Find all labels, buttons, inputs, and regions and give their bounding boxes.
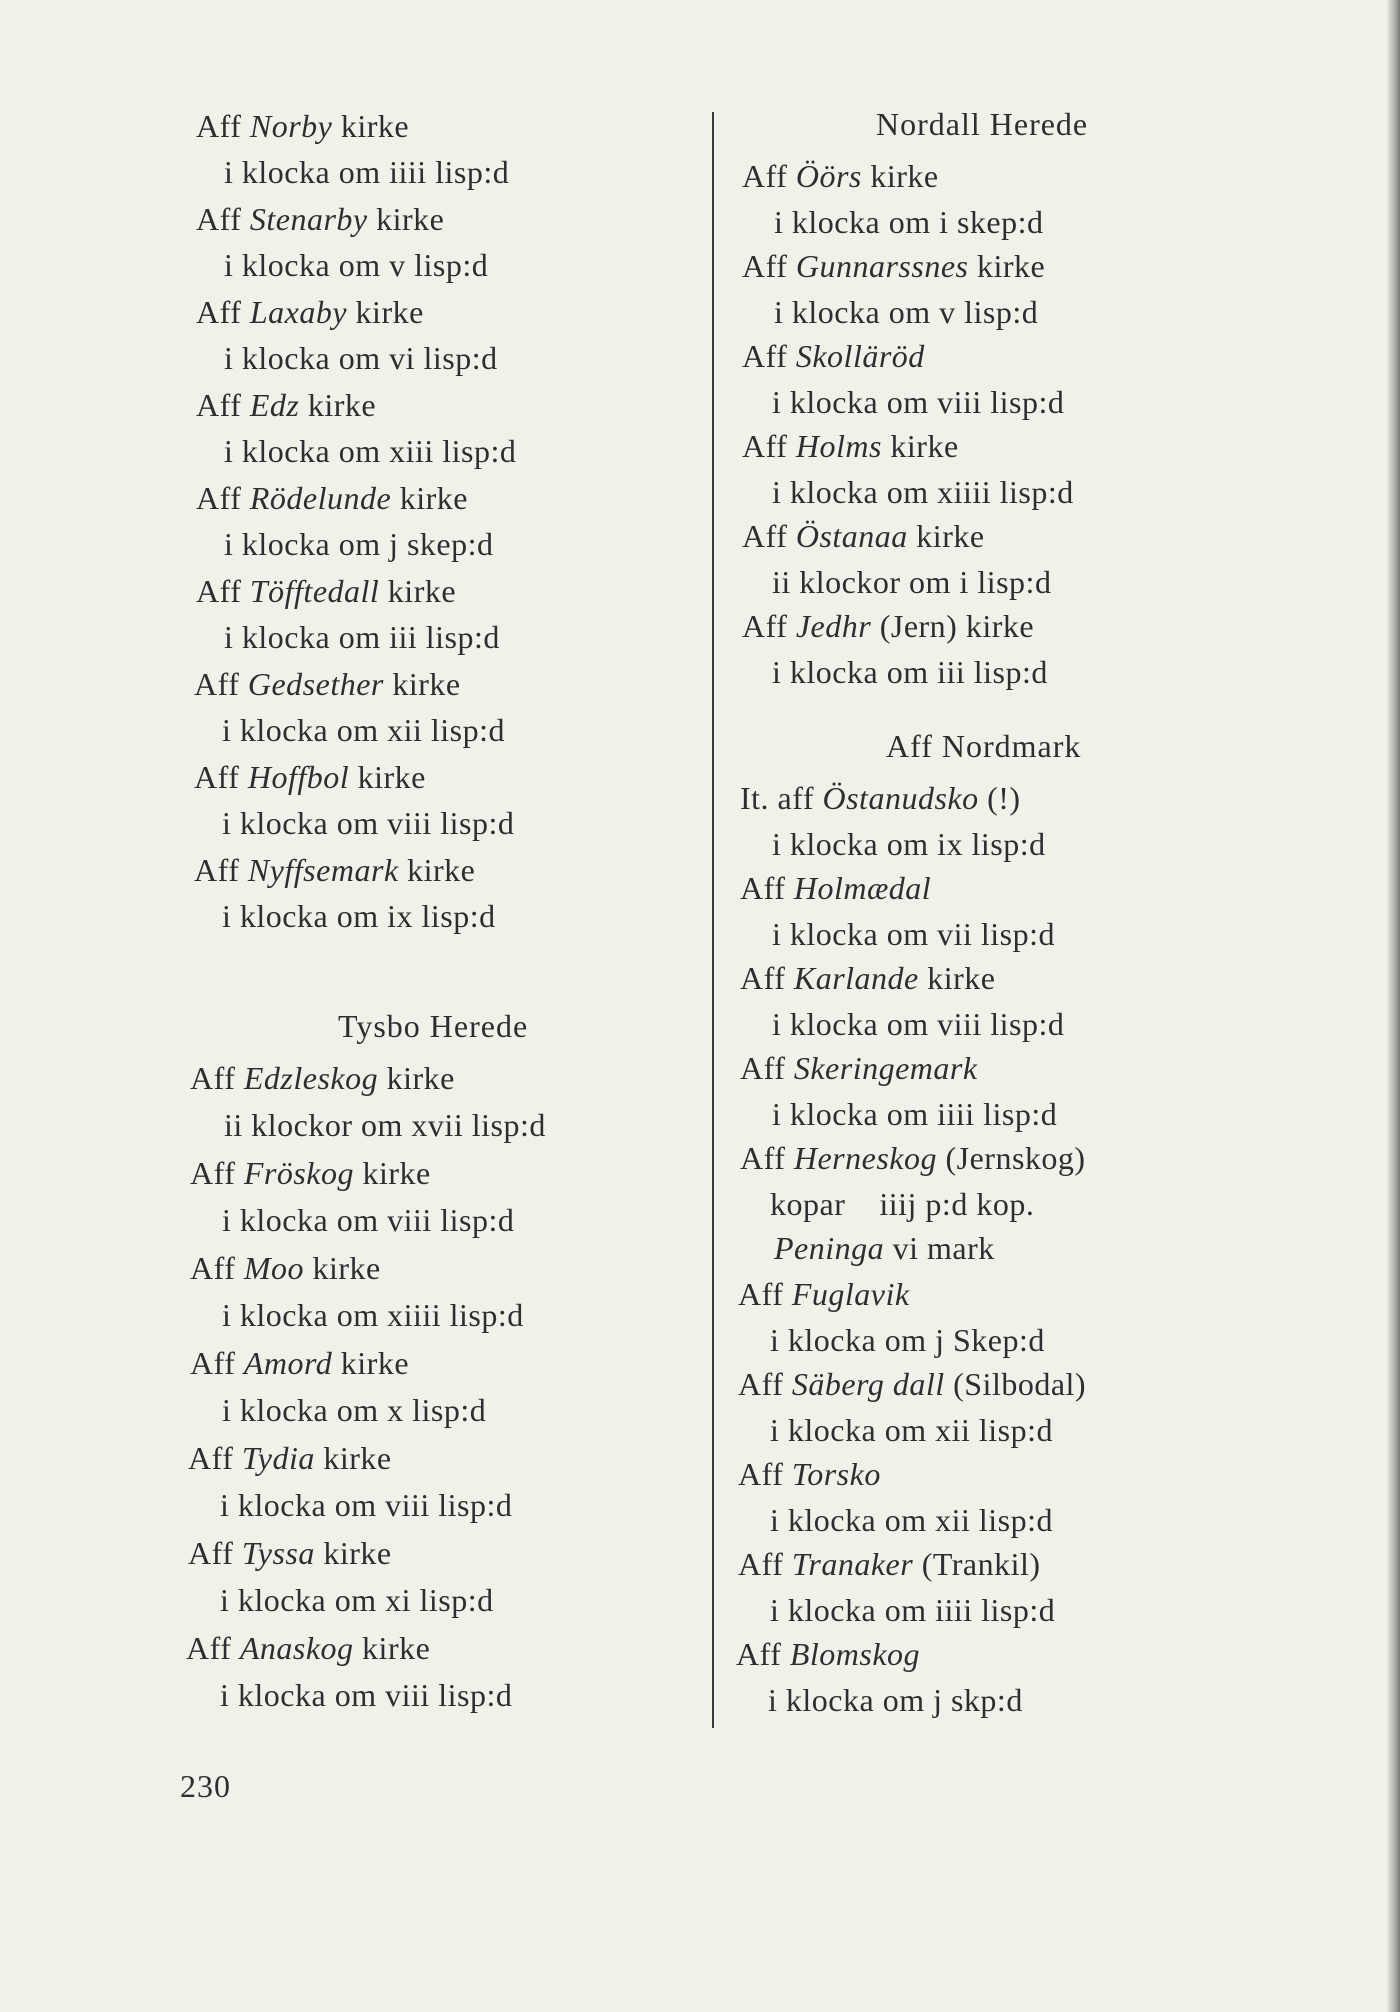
entry-line: i klocka om ix lisp:d [772, 826, 1046, 862]
section-heading-tysbo: Tysbo Herede [338, 1008, 529, 1044]
entry-line: i klocka om xiiii lisp:d [222, 1297, 524, 1333]
entry-line: Aff Edzleskog kirke [190, 1060, 455, 1096]
entry-line: i klocka om vii lisp:d [772, 916, 1055, 952]
entry-line: i klocka om j skp:d [768, 1682, 1023, 1718]
entry-line: i klocka om xii lisp:d [770, 1412, 1053, 1448]
entry-line: Aff Moo kirke [190, 1250, 381, 1286]
entry-line: i klocka om ix lisp:d [222, 898, 496, 934]
entry-line: Aff Laxaby kirke [196, 294, 424, 330]
entry-line: Peninga vi mark [774, 1230, 995, 1266]
entry-line: Aff Holms kirke [742, 428, 959, 464]
entry-line: Aff Gunnarssnes kirke [742, 248, 1046, 284]
entry-line: Aff Stenarby kirke [196, 201, 445, 237]
entry-line: ii klockor om xvii lisp:d [224, 1107, 546, 1143]
entry-line: i klocka om x lisp:d [222, 1392, 487, 1428]
entry-line: Aff Blomskog [736, 1636, 921, 1672]
entry-line: i klocka om viii lisp:d [222, 1202, 515, 1238]
entry-line: i klocka om viii lisp:d [220, 1487, 513, 1523]
section-heading-nordmark: Aff Nordmark [886, 728, 1082, 764]
entry-line: i klocka om xiii lisp:d [224, 433, 517, 469]
entry-line: ii klockor om i lisp:d [772, 564, 1052, 600]
entry-line: Aff Tyssa kirke [188, 1535, 392, 1571]
entry-line: Aff Jedhr (Jern) kirke [742, 608, 1035, 644]
entry-line: i klocka om viii lisp:d [772, 1006, 1065, 1042]
entry-line: i klocka om iiii lisp:d [772, 1096, 1058, 1132]
entry-line: i klocka om viii lisp:d [772, 384, 1065, 420]
entry-line: kopar iiij p:d kop. [770, 1186, 1035, 1222]
entry-line: Aff Karlande kirke [740, 960, 996, 996]
entry-line: Aff Gedsether kirke [194, 666, 461, 702]
entry-line: i klocka om xiiii lisp:d [772, 474, 1074, 510]
entry-line: It. aff Östanudsko (!) [740, 780, 1021, 816]
entry-line: Aff Norby kirke [196, 108, 410, 144]
entry-line: i klocka om iii lisp:d [224, 619, 500, 655]
entry-line: Aff Amord kirke [190, 1345, 410, 1381]
entry-line: Aff Fuglavik [738, 1276, 910, 1312]
entry-line: i klocka om iiii lisp:d [224, 154, 510, 190]
entry-line: i klocka om xii lisp:d [770, 1502, 1053, 1538]
entry-line: Aff Holmædal [740, 870, 932, 906]
page-edge-shadow [1386, 0, 1400, 2012]
entry-line: Aff Anaskog kirke [186, 1630, 431, 1666]
entry-line: i klocka om v lisp:d [774, 294, 1039, 330]
entry-line: i klocka om i skep:d [774, 204, 1044, 240]
entry-line: Aff Fröskog kirke [190, 1155, 431, 1191]
entry-line: Aff Herneskog (Jernskog) [740, 1140, 1086, 1176]
entry-line: i klocka om vi lisp:d [224, 340, 498, 376]
entry-line: Aff Nyffsemark kirke [194, 852, 476, 888]
column-divider [712, 112, 714, 1728]
entry-line: i klocka om j Skep:d [770, 1322, 1045, 1358]
entry-line: Aff Tydia kirke [188, 1440, 392, 1476]
section-heading-nordall: Nordall Herede [876, 106, 1089, 142]
entry-line: Aff Östanaa kirke [742, 518, 985, 554]
entry-line: i klocka om viii lisp:d [220, 1677, 513, 1713]
entry-line: i klocka om iii lisp:d [772, 654, 1048, 690]
page-number: 230 [180, 1768, 231, 1804]
entry-line: i klocka om v lisp:d [224, 247, 489, 283]
entry-line: i klocka om xii lisp:d [222, 712, 505, 748]
entry-line: Aff Töfftedall kirke [196, 573, 457, 609]
entry-line: Aff Skeringemark [740, 1050, 978, 1086]
entry-line: i klocka om xi lisp:d [220, 1582, 494, 1618]
entry-line: Aff Skolläröd [742, 338, 925, 374]
entry-line: Aff Torsko [738, 1456, 881, 1492]
entry-line: i klocka om j skep:d [224, 526, 494, 562]
entry-line: Aff Öörs kirke [742, 158, 939, 194]
entry-line: Aff Tranaker (Trankil) [738, 1546, 1041, 1582]
entry-line: Aff Rödelunde kirke [196, 480, 468, 516]
entry-line: Aff Edz kirke [196, 387, 377, 423]
entry-line: i klocka om iiii lisp:d [770, 1592, 1056, 1628]
entry-line: Aff Säberg dall (Silbodal) [738, 1366, 1087, 1402]
entry-line: Aff Hoffbol kirke [194, 759, 426, 795]
entry-line: i klocka om viii lisp:d [222, 805, 515, 841]
